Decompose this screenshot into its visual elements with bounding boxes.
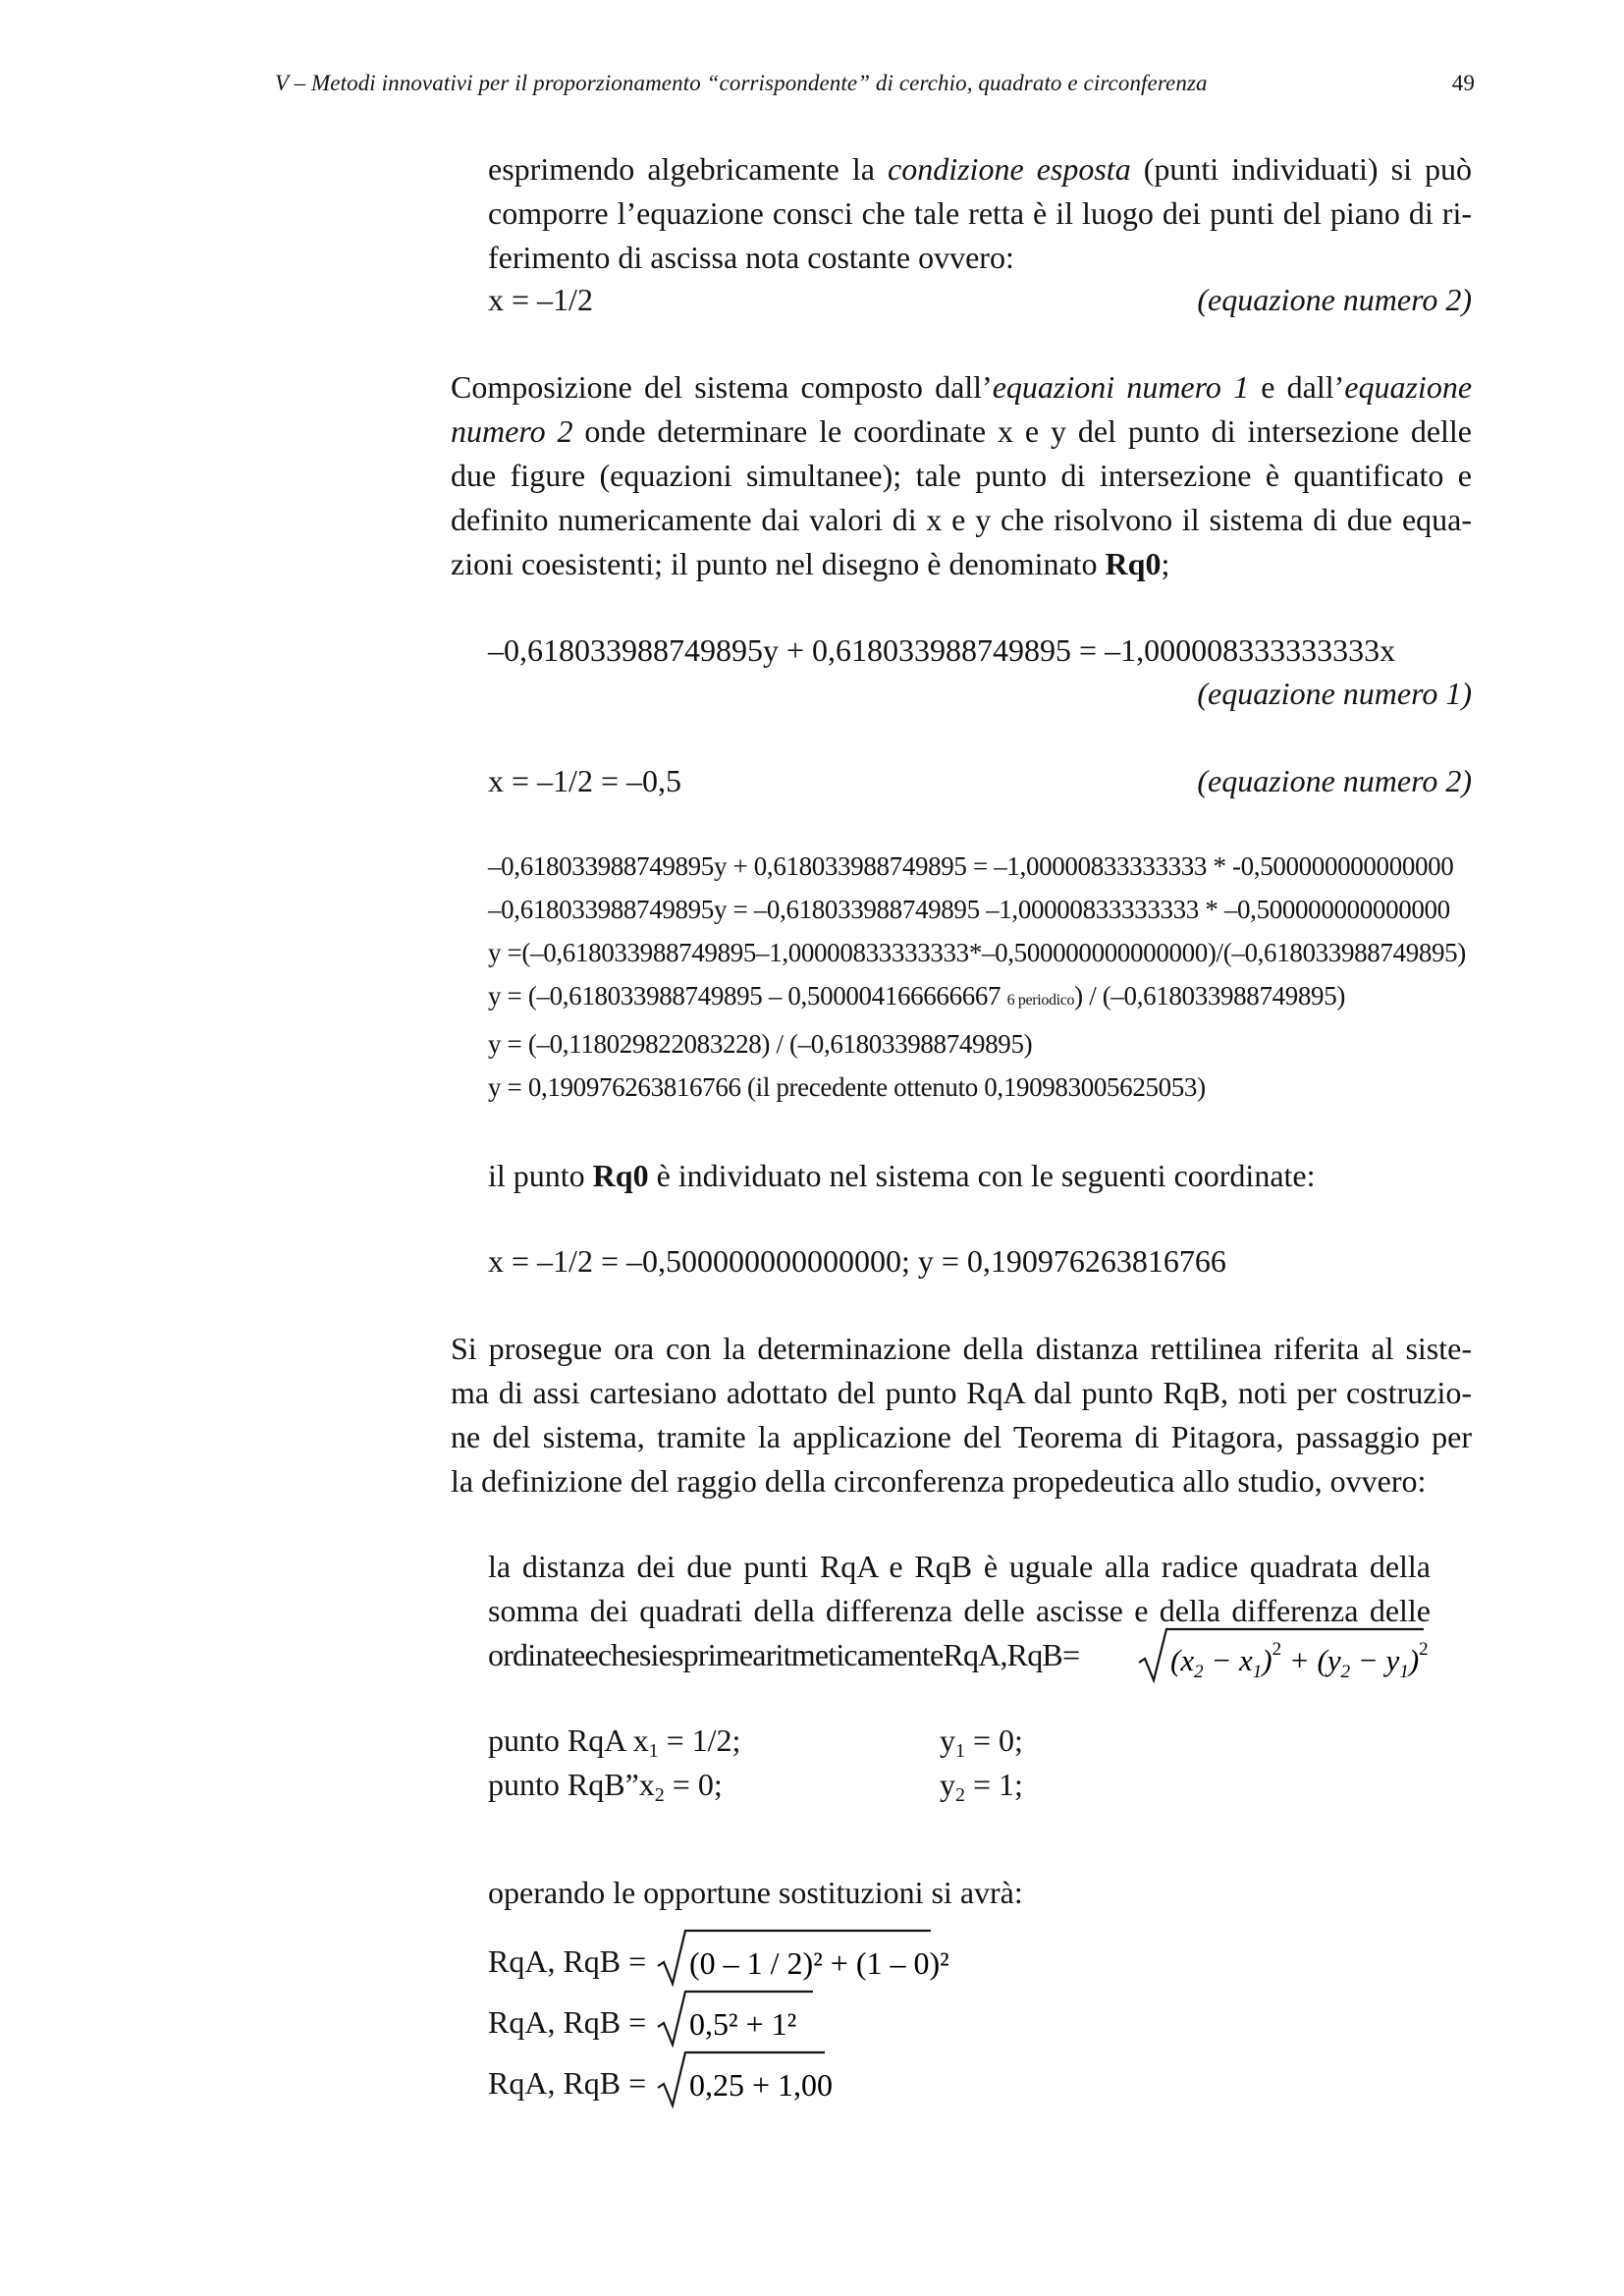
point-rqa-x: punto RqA $x_1 = 1/2$;	[488, 1722, 741, 1762]
result-sqrt-3	[656, 2049, 852, 2111]
result-sqrt-2	[656, 1988, 852, 2050]
formula-text: $(x_2 - x_1)^2 + (y_2 - y_1)^2$	[1170, 1639, 1429, 1682]
svg-text:0,5² + 1²: 0,5² + 1²	[689, 2006, 797, 2042]
text-line: Composizione del sistema composto dall’equazioni numero 1 e dall’equazione	[451, 369, 1473, 405]
result-lhs: RqA, RqB =	[488, 2065, 647, 2101]
text-line: zioni coesistenti; il punto nel disegno è denominato Rq0;	[451, 546, 1170, 581]
text-line: esprimendo algebricamente la condizione esposta (punti individuati) si può	[488, 151, 1473, 187]
calc-line: y = 0,190976263816766 (il precedente ottenuto 0,190983005625053)	[488, 1072, 1206, 1102]
text-line: ordinateechesiesprimearitmeticamenteRqA,RqB=	[488, 1637, 1080, 1672]
text-line: la definizione del raggio della circonferenza propedeutica allo studio, ovvero:	[451, 1463, 1427, 1499]
text-line: numero 2 onde determinare le coordinate x e y del punto di intersezione delle	[451, 413, 1473, 449]
text-line: comporre l’equazione consci che tale retta è il luogo dei punti del piano di ri-	[488, 195, 1472, 231]
calc-line: y =(–0,618033988749895–1,00000833333333*–0,500000000000000)/(–0,618033988749895)	[488, 938, 1466, 967]
text-line: Si prosegue ora con la determinazione della distanza rettilinea riferita al siste-	[451, 1331, 1472, 1366]
svg-text:0,25 + 1,00: 0,25 + 1,00	[689, 2067, 834, 2103]
equation-label: (equazione numero 2)	[1197, 282, 1472, 317]
text-line: ne del sistema, tramite la applicazione del Teorema di Pitagora, passaggio per	[451, 1419, 1472, 1454]
calc-line: y = (–0,618033988749895 – 0,500004166666667 6 periodico) / (–0,618033988749895)	[488, 981, 1345, 1011]
substitution-text: operando le opportune sostituzioni si avrà:	[488, 1875, 1023, 1910]
equation-label: (equazione numero 1)	[1197, 676, 1472, 711]
result-sqrt-1	[656, 1927, 950, 1990]
text-line: ferimento di ascissa nota costante ovvero:	[488, 240, 1014, 275]
result-lhs: RqA, RqB =	[488, 2004, 647, 2040]
running-header	[275, 71, 1475, 96]
calculation-block	[488, 845, 1472, 1109]
text-line: la distanza dei due punti RqA e RqB è uguale alla radice quadrata della	[488, 1549, 1431, 1584]
text-line: definito numericamente dai valori di x e y che risolvono il sistema di due equa-	[451, 502, 1472, 537]
text-line: ma di assi cartesiano adottato del punto RqA dal punto RqB, noti per costruzio-	[451, 1375, 1472, 1410]
svg-text:(0 – 1 / 2)² + (1 – 0)²: (0 – 1 / 2)² + (1 – 0)²	[689, 1945, 949, 1981]
rq0-coordinates: x = –1/2 = –0,500000000000000; y = 0,190976263816766	[488, 1243, 1226, 1279]
paragraph-condition	[488, 147, 1472, 280]
distance-formula	[1137, 1625, 1432, 1684]
calc-line: –0,618033988749895y + 0,618033988749895 = –1,00000833333333 * -0,500000000000000	[488, 851, 1454, 881]
rq0-statement: il punto Rq0 è individuato nel sistema con le seguenti coordinate:	[488, 1158, 1316, 1193]
paragraph-system	[451, 365, 1472, 586]
point-rqa-y: $y_1 = 0$;	[940, 1722, 1023, 1762]
equation-1: –0,618033988749895y + 0,618033988749895 = –1,000008333333333x	[488, 632, 1396, 668]
point-rqb-y: $y_2 = 1$;	[940, 1767, 1023, 1806]
result-lhs: RqA, RqB =	[488, 1943, 647, 1979]
equation: x = –1/2 = –0,5	[488, 763, 681, 798]
running-title: V – Metodi innovativi per il proporzionamento “corrispondente” di cerchio, quadrato e circonferenza	[275, 71, 1208, 95]
calc-line: –0,618033988749895y = –0,618033988749895 –1,00000833333333 * –0,500000000000000	[488, 895, 1450, 924]
text-line: somma dei quadrati della differenza delle ascisse e della differenza delle	[488, 1593, 1431, 1628]
page-number: 49	[1451, 71, 1475, 95]
equation-label: (equazione numero 2)	[1197, 763, 1472, 798]
text-line: due figure (equazioni simultanee); tale punto di intersezione è quantificato e	[451, 458, 1472, 493]
paragraph-distance	[451, 1327, 1472, 1503]
point-rqb-x: punto $RqB”x_2 = 0$;	[488, 1767, 723, 1806]
calc-line: y = (–0,118029822083228) / (–0,618033988749895)	[488, 1029, 1033, 1059]
equation: x = –1/2	[488, 282, 593, 317]
